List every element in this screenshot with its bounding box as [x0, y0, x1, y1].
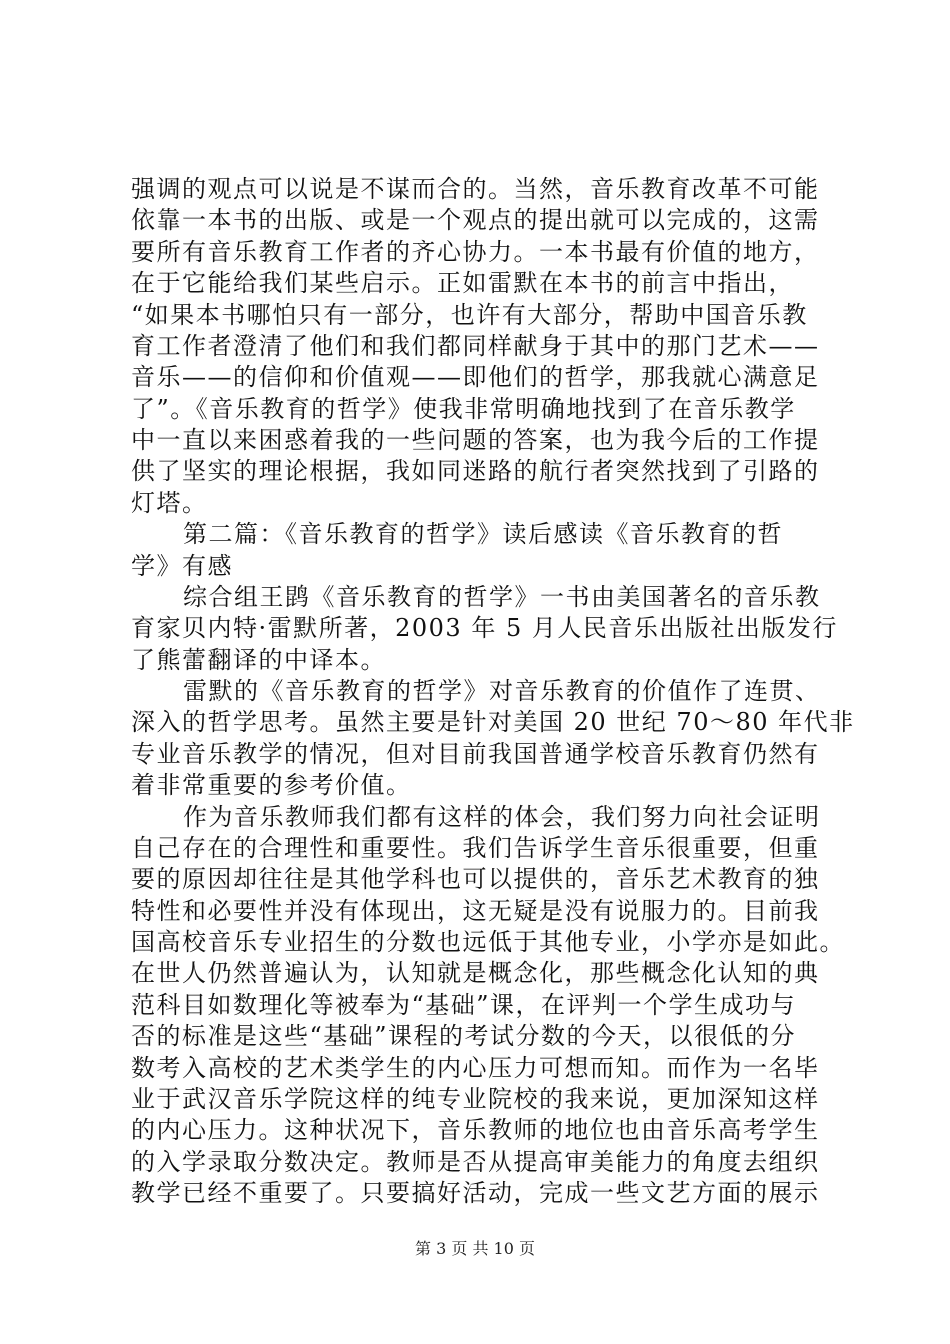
text-line: 深入的哲学思考。虽然主要是针对美国 20 世纪 70～80 年代非 — [131, 708, 855, 736]
text-line: 依靠一本书的出版、或是一个观点的提出就可以完成的，这需 — [131, 206, 820, 234]
text-line: 自己存在的合理性和重要性。我们告诉学生音乐很重要，但重 — [131, 834, 820, 862]
text-line: 在于它能给我们某些启示。正如雷默在本书的前言中指出， — [131, 269, 794, 297]
section-heading-cont: 学》有感 — [131, 552, 233, 580]
text-line: 综合组王鹍《音乐教育的哲学》一书由美国著名的音乐教 — [183, 583, 821, 611]
text-line: 育工作者澄清了他们和我们都同样献身于其中的那门艺术—— — [131, 332, 820, 360]
text-line: 专业音乐教学的情况，但对目前我国普通学校音乐教育仍然有 — [131, 740, 820, 768]
text-line: 业于武汉音乐学院这样的纯专业院校的我来说，更加深知这样 — [131, 1085, 820, 1113]
text-line: 国高校音乐专业招生的分数也远低于其他专业，小学亦是如此。 — [131, 928, 845, 956]
text-line: 育家贝内特·雷默所著，2003 年 5 月人民音乐出版社出版发行 — [131, 614, 838, 642]
text-line: 灯塔。 — [131, 489, 208, 517]
text-line: 数考入高校的艺术类学生的内心压力可想而知。而作为一名毕 — [131, 1054, 820, 1082]
text-line: 在世人仍然普遍认为，认知就是概念化，那些概念化认知的典 — [131, 959, 820, 987]
section-heading: 第二篇：《音乐教育的哲学》读后感读《音乐教育的哲 — [183, 520, 783, 548]
text-line: 强调的观点可以说是不谋而合的。当然，音乐教育改革不可能 — [131, 175, 820, 203]
text-line: 要所有音乐教育工作者的齐心协力。一本书最有价值的地方， — [131, 238, 820, 266]
text-line: 了”。《音乐教育的哲学》使我非常明确地找到了在音乐教学 — [131, 395, 796, 423]
text-line: 着非常重要的参考价值。 — [131, 771, 412, 799]
text-line: 音乐——的信仰和价值观——即他们的哲学，那我就心满意足 — [131, 363, 820, 391]
text-line: 特性和必要性并没有体现出，这无疑是没有说服力的。目前我 — [131, 897, 820, 925]
text-line: 教学已经不重要了。只要搞好活动，完成一些文艺方面的展示 — [131, 1179, 820, 1207]
text-line: 供了坚实的理论根据，我如同迷路的航行者突然找到了引路的 — [131, 457, 820, 485]
page-number-footer: 第 3 页 共 10 页 — [415, 1239, 535, 1258]
text-line: 作为音乐教师我们都有这样的体会，我们努力向社会证明 — [183, 803, 821, 831]
text-line: 了熊蕾翻译的中译本。 — [131, 646, 386, 674]
text-line: 范科目如数理化等被奉为“基础”课，在评判一个学生成功与 — [131, 991, 797, 1019]
text-line: “如果本书哪怕只有一部分，也许有大部分，帮助中国音乐教 — [131, 301, 808, 329]
text-line: 要的原因却往往是其他学科也可以提供的，音乐艺术教育的独 — [131, 865, 820, 893]
text-line: 中一直以来困惑着我的一些问题的答案，也为我今后的工作提 — [131, 426, 820, 454]
text-line: 雷默的《音乐教育的哲学》对音乐教育的价值作了连贯、 — [183, 677, 821, 705]
text-line: 的入学录取分数决定。教师是否从提高审美能力的角度去组织 — [131, 1148, 820, 1176]
text-line: 否的标准是这些“基础”课程的考试分数的今天，以很低的分 — [131, 1022, 797, 1050]
text-line: 的内心压力。这种状况下，音乐教师的地位也由音乐高考学生 — [131, 1116, 820, 1144]
